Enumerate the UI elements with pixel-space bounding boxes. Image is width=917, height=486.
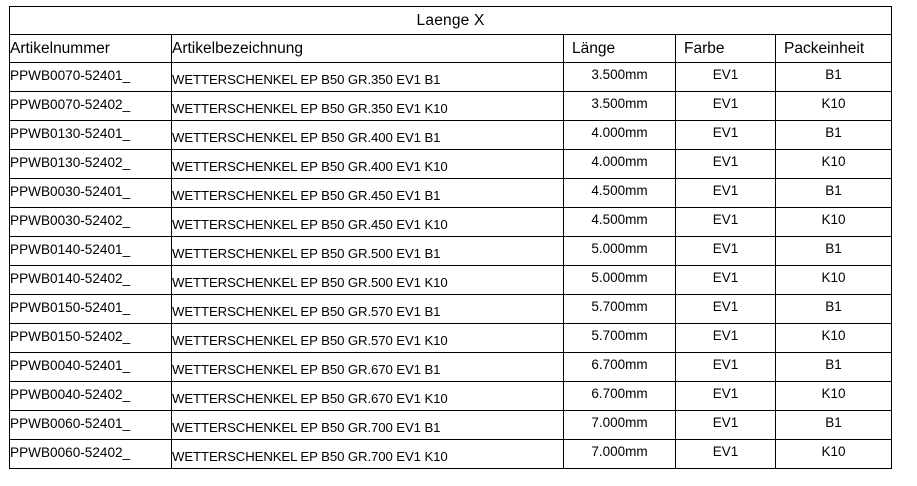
cell-length — [564, 121, 676, 150]
cell-color — [676, 179, 776, 208]
cell-color — [676, 92, 776, 121]
cell-pack-unit — [776, 295, 892, 324]
cell-pack-unit — [776, 237, 892, 266]
table-row — [10, 411, 892, 440]
pack-unit-text: K10 — [821, 153, 846, 169]
pack-unit-text: K10 — [821, 95, 846, 111]
article-description-text: WETTERSCHENKEL EP B50 GR.400 EV1 B1 — [172, 129, 441, 145]
color-text: EV1 — [712, 124, 739, 140]
color-text: EV1 — [712, 153, 739, 169]
pack-unit-text: B1 — [825, 356, 842, 372]
table-row — [10, 63, 892, 92]
column-header-packeinheit: Packeinheit — [776, 35, 892, 63]
cell-pack-unit — [776, 411, 892, 440]
cell-article-description — [172, 382, 564, 411]
article-number-text: PPWB0140-52401_ — [10, 241, 131, 257]
cell-article-description — [172, 237, 564, 266]
article-description-text: WETTERSCHENKEL EP B50 GR.450 EV1 K10 — [172, 216, 448, 232]
cell-article-number — [10, 440, 172, 469]
cell-color — [676, 150, 776, 179]
table-row — [10, 382, 892, 411]
color-text: EV1 — [712, 269, 739, 285]
cell-article-number — [10, 63, 172, 92]
pack-unit-text: B1 — [825, 298, 842, 314]
color-text: EV1 — [712, 327, 739, 343]
cell-length — [564, 92, 676, 121]
cell-color — [676, 382, 776, 411]
article-description-text: WETTERSCHENKEL EP B50 GR.670 EV1 K10 — [172, 390, 448, 406]
cell-article-description — [172, 295, 564, 324]
cell-article-number — [10, 179, 172, 208]
article-number-text: PPWB0130-52402_ — [10, 154, 131, 170]
cell-article-description — [172, 121, 564, 150]
cell-color — [676, 208, 776, 237]
article-number-text: PPWB0060-52402_ — [10, 444, 131, 460]
cell-pack-unit — [776, 382, 892, 411]
article-number-text: PPWB0150-52402_ — [10, 328, 131, 344]
column-header-farbe: Farbe — [676, 35, 776, 63]
cell-article-description — [172, 63, 564, 92]
table-row — [10, 150, 892, 179]
pack-unit-text: K10 — [821, 443, 846, 459]
pack-unit-text: K10 — [821, 385, 846, 401]
article-description-text: WETTERSCHENKEL EP B50 GR.500 EV1 B1 — [172, 245, 441, 261]
cell-pack-unit — [776, 63, 892, 92]
article-number-text: PPWB0140-52402_ — [10, 270, 131, 286]
length-text: 4.000mm — [591, 153, 648, 169]
length-text: 4.000mm — [591, 124, 648, 140]
table-title: Laenge X — [10, 7, 892, 35]
cell-article-description — [172, 208, 564, 237]
article-number-text: PPWB0130-52401_ — [10, 125, 131, 141]
cell-article-number — [10, 382, 172, 411]
cell-article-number — [10, 150, 172, 179]
cell-article-description — [172, 324, 564, 353]
table-row — [10, 121, 892, 150]
article-description-text: WETTERSCHENKEL EP B50 GR.400 EV1 K10 — [172, 158, 448, 174]
cell-article-number — [10, 121, 172, 150]
cell-length — [564, 382, 676, 411]
cell-article-number — [10, 92, 172, 121]
table-row — [10, 440, 892, 469]
article-table — [9, 6, 892, 469]
cell-color — [676, 295, 776, 324]
table-row — [10, 179, 892, 208]
column-header-laenge: Länge — [564, 35, 676, 63]
length-text: 3.500mm — [591, 95, 648, 111]
article-description-text: WETTERSCHENKEL EP B50 GR.670 EV1 B1 — [172, 361, 441, 377]
length-text: 5.700mm — [591, 298, 648, 314]
cell-pack-unit — [776, 440, 892, 469]
cell-color — [676, 266, 776, 295]
column-header-artikelbezeichnung: Artikelbezeichnung — [172, 35, 564, 63]
cell-color — [676, 411, 776, 440]
cell-article-number — [10, 353, 172, 382]
cell-length — [564, 266, 676, 295]
length-text: 4.500mm — [591, 182, 648, 198]
cell-pack-unit — [776, 324, 892, 353]
article-number-text: PPWB0030-52402_ — [10, 212, 131, 228]
cell-color — [676, 440, 776, 469]
length-text: 4.500mm — [591, 211, 648, 227]
cell-article-description — [172, 266, 564, 295]
article-description-text: WETTERSCHENKEL EP B50 GR.570 EV1 B1 — [172, 303, 441, 319]
cell-color — [676, 63, 776, 92]
cell-pack-unit — [776, 150, 892, 179]
article-description-text: WETTERSCHENKEL EP B50 GR.700 EV1 B1 — [172, 419, 441, 435]
cell-length — [564, 353, 676, 382]
cell-color — [676, 353, 776, 382]
cell-article-description — [172, 411, 564, 440]
table-row — [10, 208, 892, 237]
cell-pack-unit — [776, 179, 892, 208]
article-number-text: PPWB0040-52401_ — [10, 357, 131, 373]
color-text: EV1 — [712, 414, 739, 430]
color-text: EV1 — [712, 182, 739, 198]
cell-length — [564, 63, 676, 92]
cell-article-number — [10, 324, 172, 353]
color-text: EV1 — [712, 211, 739, 227]
pack-unit-text: B1 — [825, 66, 842, 82]
article-number-text: PPWB0040-52402_ — [10, 386, 131, 402]
cell-length — [564, 150, 676, 179]
table-title-row — [10, 7, 892, 35]
article-description-text: WETTERSCHENKEL EP B50 GR.570 EV1 K10 — [172, 332, 448, 348]
cell-pack-unit — [776, 92, 892, 121]
cell-length — [564, 440, 676, 469]
cell-article-number — [10, 237, 172, 266]
article-description-text: WETTERSCHENKEL EP B50 GR.350 EV1 K10 — [172, 100, 448, 116]
cell-article-description — [172, 440, 564, 469]
table-row — [10, 237, 892, 266]
article-description-text: WETTERSCHENKEL EP B50 GR.700 EV1 K10 — [172, 448, 448, 464]
cell-length — [564, 295, 676, 324]
length-text: 3.500mm — [591, 66, 648, 82]
table-row — [10, 266, 892, 295]
color-text: EV1 — [712, 356, 739, 372]
cell-article-description — [172, 353, 564, 382]
cell-article-number — [10, 208, 172, 237]
document-page — [0, 6, 917, 486]
length-text: 7.000mm — [591, 443, 648, 459]
table-row — [10, 353, 892, 382]
length-text: 7.000mm — [591, 414, 648, 430]
cell-length — [564, 208, 676, 237]
article-number-text: PPWB0150-52401_ — [10, 299, 131, 315]
color-text: EV1 — [712, 443, 739, 459]
color-text: EV1 — [712, 66, 739, 82]
color-text: EV1 — [712, 385, 739, 401]
pack-unit-text: B1 — [825, 414, 842, 430]
color-text: EV1 — [712, 95, 739, 111]
cell-article-description — [172, 150, 564, 179]
length-text: 6.700mm — [591, 385, 648, 401]
pack-unit-text: B1 — [825, 240, 842, 256]
length-text: 6.700mm — [591, 356, 648, 372]
cell-pack-unit — [776, 208, 892, 237]
cell-article-number — [10, 411, 172, 440]
article-number-text: PPWB0030-52401_ — [10, 183, 131, 199]
pack-unit-text: K10 — [821, 269, 846, 285]
table-header-row — [10, 35, 892, 63]
article-description-text: WETTERSCHENKEL EP B50 GR.450 EV1 B1 — [172, 187, 441, 203]
cell-color — [676, 121, 776, 150]
cell-pack-unit — [776, 266, 892, 295]
length-text: 5.700mm — [591, 327, 648, 343]
cell-length — [564, 237, 676, 266]
pack-unit-text: K10 — [821, 211, 846, 227]
pack-unit-text: B1 — [825, 124, 842, 140]
cell-article-description — [172, 179, 564, 208]
table-row — [10, 92, 892, 121]
cell-pack-unit — [776, 353, 892, 382]
column-header-artikelnummer: Artikelnummer — [10, 35, 172, 63]
cell-article-number — [10, 266, 172, 295]
table-row — [10, 324, 892, 353]
cell-pack-unit — [776, 121, 892, 150]
article-description-text: WETTERSCHENKEL EP B50 GR.350 EV1 B1 — [172, 71, 441, 87]
cell-article-number — [10, 295, 172, 324]
article-number-text: PPWB0060-52401_ — [10, 415, 131, 431]
table-row — [10, 295, 892, 324]
cell-article-description — [172, 92, 564, 121]
article-number-text: PPWB0070-52402_ — [10, 96, 131, 112]
cell-length — [564, 411, 676, 440]
pack-unit-text: K10 — [821, 327, 846, 343]
color-text: EV1 — [712, 240, 739, 256]
pack-unit-text: B1 — [825, 182, 842, 198]
table-body — [10, 7, 892, 469]
cell-color — [676, 237, 776, 266]
length-text: 5.000mm — [591, 269, 648, 285]
cell-color — [676, 324, 776, 353]
length-text: 5.000mm — [591, 240, 648, 256]
cell-length — [564, 179, 676, 208]
article-description-text: WETTERSCHENKEL EP B50 GR.500 EV1 K10 — [172, 274, 448, 290]
cell-length — [564, 324, 676, 353]
color-text: EV1 — [712, 298, 739, 314]
article-number-text: PPWB0070-52401_ — [10, 67, 131, 83]
